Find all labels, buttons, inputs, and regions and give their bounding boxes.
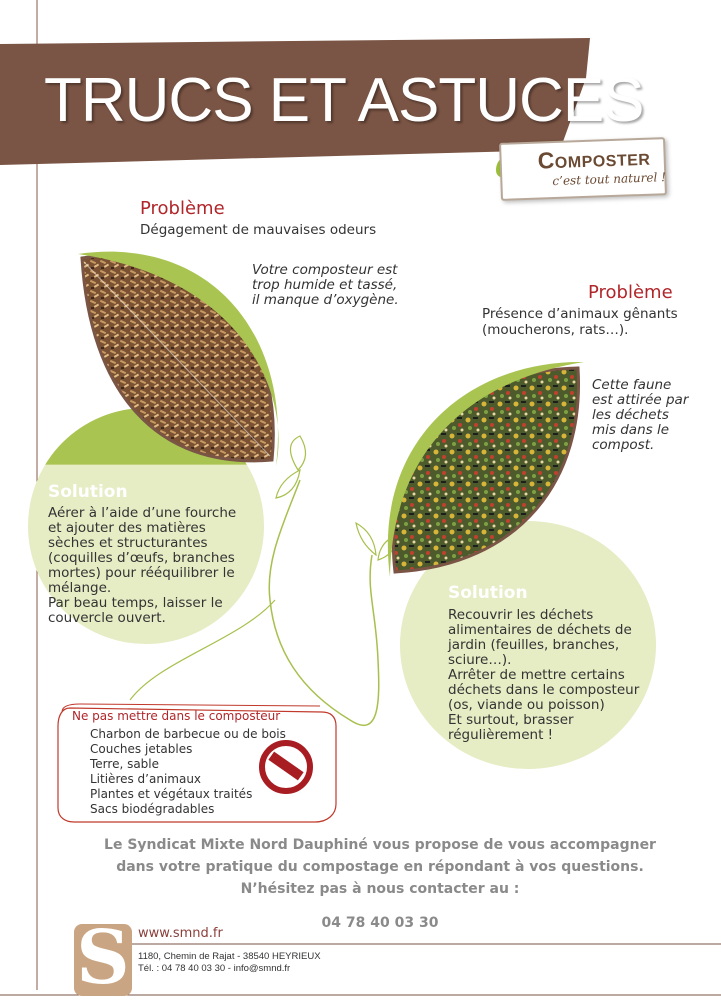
- solution1-line: mélange.: [48, 580, 112, 596]
- contact-line: Le Syndicat Mixte Nord Dauphiné vous propose de vous accompagner: [104, 837, 656, 853]
- problem1-cause-line: Votre composteur est: [252, 262, 398, 278]
- solution2-line: Et surtout, brasser: [448, 712, 574, 728]
- solution2-text: [448, 608, 639, 743]
- contact-line: N’hésitez pas à nous contacter au :: [240, 881, 520, 897]
- solution2-line: jardin (feuilles, branches,: [448, 637, 620, 653]
- solution1-line: (coquilles d’œufs, branches: [48, 550, 235, 566]
- contact-phone[interactable]: 04 78 40 03 30: [321, 915, 439, 931]
- list-item: Charbon de barbecue ou de bois: [90, 727, 286, 741]
- solution2-heading: Solution: [448, 583, 528, 603]
- solution1-text: [48, 506, 236, 626]
- problem2-line: Présence d’animaux gênants: [482, 306, 678, 322]
- problem1-cause-line: trop humide et tassé,: [252, 277, 398, 293]
- composter-logo: [499, 137, 667, 201]
- problem2-cause-line: est attirée par: [592, 392, 689, 408]
- problem2-cause: [592, 378, 688, 453]
- solution2-line: Arrêter de mettre certains: [448, 667, 625, 683]
- list-item: Sacs biodégradables: [90, 802, 215, 816]
- solution2-line: déchets dans le composteur: [448, 682, 640, 698]
- phone-email-line[interactable]: Tél. : 04 78 40 03 30 - info@smnd.fr: [138, 963, 291, 974]
- page-title: TRUCS ET ASTUCES: [44, 66, 644, 135]
- solution2-line: sciure…).: [448, 652, 512, 668]
- solution2-line: alimentaires de déchets de: [448, 622, 632, 638]
- list-item: Plantes et végétaux traités: [90, 787, 253, 801]
- problem2-cause-line: Cette faune: [592, 377, 672, 393]
- contact-block: [60, 834, 700, 934]
- solution1-line: sèches et structurantes: [48, 535, 208, 551]
- dont-put-title: Ne pas mettre dans le composteur: [72, 709, 281, 723]
- problem1-text: Dégagement de mauvaises odeurs: [140, 222, 377, 238]
- contact-line: dans votre pratique du compostage en répondant à vos questions.: [116, 859, 644, 875]
- problem2-cause-line: les déchets: [592, 407, 669, 423]
- logo-tagline: c’est tout naturel !: [552, 170, 667, 189]
- smnd-logo: S: [76, 915, 130, 1001]
- problem1-cause-line: il manque d’oxygène.: [252, 292, 399, 308]
- list-item: Couches jetables: [90, 742, 193, 756]
- problem2-text: [482, 306, 678, 338]
- solution1-line: et ajouter des matières: [48, 520, 206, 536]
- list-item: Litières d’animaux: [90, 772, 202, 786]
- problem2-cause-line: compost.: [592, 437, 655, 453]
- solution1-heading: Solution: [48, 482, 128, 502]
- solution2-line: régulièrement !: [448, 727, 554, 743]
- solution2-line: (os, viande ou poisson): [448, 697, 605, 713]
- logo-word: Composter: [537, 143, 651, 174]
- problem2-line: (moucherons, rats…).: [482, 322, 629, 338]
- footer-address: [138, 951, 321, 975]
- problem2-cause-line: mis dans le: [592, 422, 670, 438]
- list-item: Terre, sable: [90, 757, 160, 771]
- address-line: 1180, Chemin de Rajat - 38540 HEYRIEUX: [138, 951, 321, 962]
- solution1-line: Par beau temps, laisser le: [48, 595, 223, 611]
- problem2-heading: Problème: [588, 282, 673, 303]
- problem1-heading: Problème: [140, 198, 225, 219]
- website-link[interactable]: www.smnd.fr: [138, 926, 223, 941]
- dont-put-list: [90, 727, 286, 817]
- solution1-line: Aérer à l’aide d’une fourche: [48, 505, 237, 521]
- solution1-line: couvercle ouvert.: [48, 610, 166, 626]
- problem1-cause: [252, 263, 399, 308]
- solution1-line: mortes) pour rééquilibrer le: [48, 565, 235, 581]
- solution2-line: Recouvrir les déchets: [448, 607, 594, 623]
